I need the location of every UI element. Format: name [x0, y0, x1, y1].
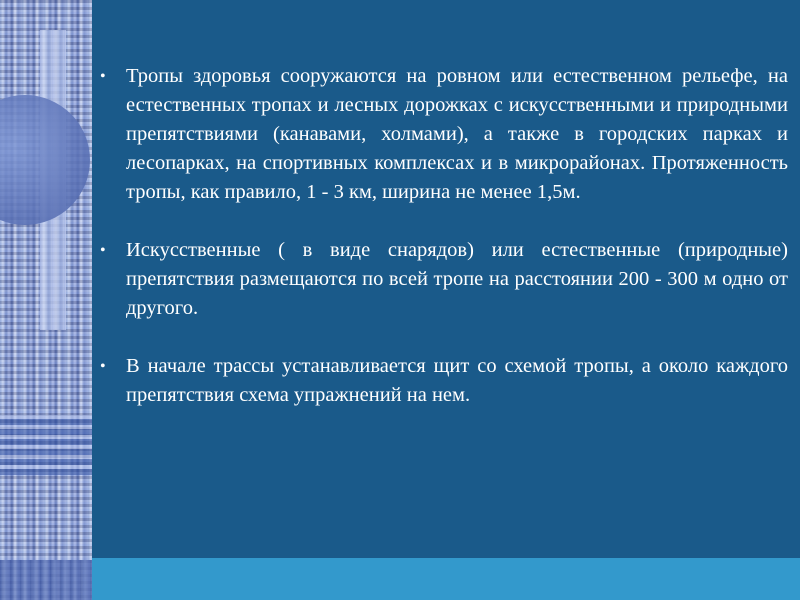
- bullet-item: [100, 352, 788, 410]
- decorative-stripes: [0, 415, 92, 475]
- bullet-dot-icon: •: [100, 358, 106, 375]
- bullet-text: Искусственные ( в виде снарядов) или естественные (природные) препятствия размещаются по всей тропе на расстоянии 200 - 300 м одно от другого.: [126, 239, 788, 319]
- bottom-accent-bar: [92, 558, 800, 600]
- bullet-dot-icon: •: [100, 242, 106, 259]
- bullet-item: [100, 236, 788, 323]
- bullet-text: Тропы здоровья сооружаются на ровном или естественном рельефе, на естественных тропах и лесных дорожках с искусственными и природными препятствиями (канавами, холмами), а также в городских парках и лесопарках, на спортивных комплексах и в микрорайонах. Протяженность тропы, как правило, 1 - 3 км, ширина не менее 1,5м.: [126, 65, 788, 203]
- bullet-text: В начале трассы устанавливается щит со схемой тропы, а около каждого препятствия схема упражнений на нем.: [126, 355, 788, 406]
- decorative-bottom-band: [0, 560, 92, 600]
- bullet-dot-icon: •: [100, 68, 106, 85]
- bullet-item: [100, 62, 788, 207]
- bullet-list: [100, 62, 788, 439]
